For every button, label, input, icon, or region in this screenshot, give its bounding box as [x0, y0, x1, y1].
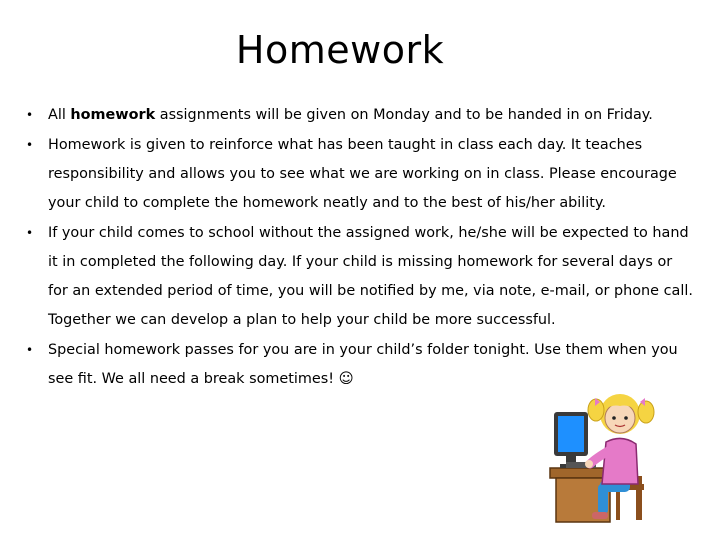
bullet-4-text: Special homework passes for you are in your child’s folder tonight. Use them when you see fit. We all need a break sometimes! — [48, 342, 678, 387]
bullet-1-pre: All — [48, 107, 71, 123]
bullet-2-text: Homework is given to reinforce what has been taught in class each day. It teaches responsibility and allows you to see what we are working on in class. Please encourage your child to complete the homework neatly and to the best of his/her ability. — [48, 137, 677, 211]
bullet-item-3 — [24, 219, 696, 335]
bullet-item-1 — [24, 101, 696, 130]
smiley-icon: ☺ — [338, 371, 354, 387]
bullet-3-text: If your child comes to school without the assigned work, he/she will be expected to hand it in completed the following day. If your child is missing homework for several days or for an extended period of time, you will be notified by me, via note, e-mail, or phone call. Together we can develop a plan to help your child be more successful. — [48, 225, 693, 328]
bullet-list — [24, 101, 696, 394]
bullet-item-2 — [24, 131, 696, 218]
bullet-1-post: assignments will be given on Monday and to be handed in on Friday. — [155, 107, 653, 123]
girl-at-computer-icon — [544, 384, 668, 524]
bullet-1-bold: homework — [70, 107, 156, 123]
slide-title: Homework — [235, 28, 445, 72]
